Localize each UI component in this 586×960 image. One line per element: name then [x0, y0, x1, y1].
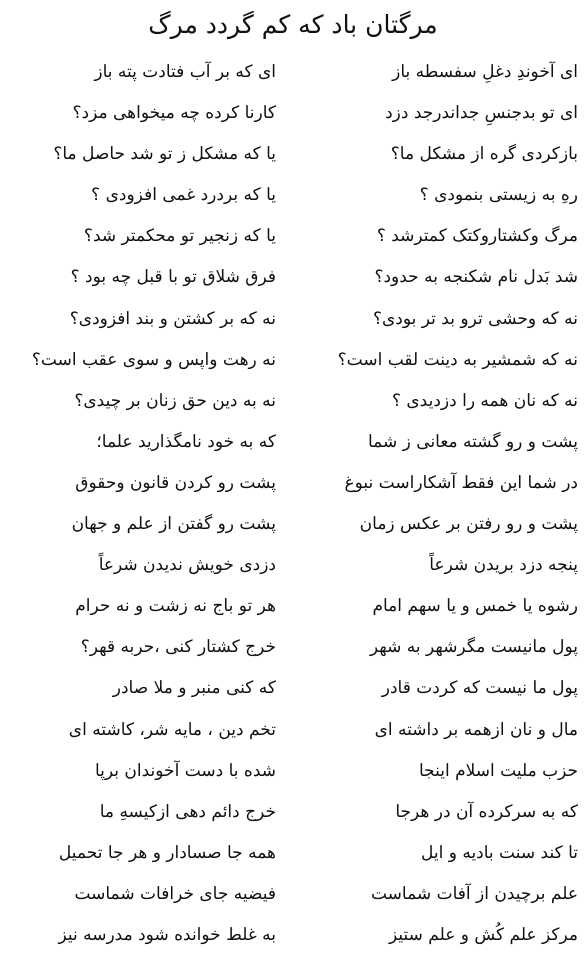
second-hemistich: که کنی منبر و ملا صادر: [112, 678, 276, 699]
poem-title: مرگتان باد که کم گردد مرگ: [148, 10, 438, 39]
first-hemistich: تا کند سنت بادیه و ایل: [420, 842, 578, 863]
second-hemistich: فرق شلاق تو با قبل چه بود ؟: [70, 267, 276, 288]
couplet-row: [0, 917, 586, 958]
second-hemistich: یا که بردرد غمی افزودی ؟: [91, 185, 276, 206]
couplet-row: [0, 712, 586, 753]
first-hemistich: در شما این فقط آشکاراست نبوغ: [344, 472, 578, 493]
second-hemistich: شده با دست آخوندان برپا: [94, 760, 276, 781]
couplet-row: [0, 506, 586, 547]
second-hemistich: دزدی خویش ندیدن شرعاً: [98, 555, 276, 576]
couplet-row: [0, 547, 586, 588]
second-hemistich: تخم دین ، مایه شر، کاشته ای: [68, 719, 276, 740]
second-hemistich: خرج دائم دهی ازکیسهِ ما: [99, 801, 276, 822]
first-hemistich: پنجه دزد بریدن شرعاً: [429, 555, 578, 576]
second-hemistich: فیضیه جای خرافات شماست: [74, 883, 276, 904]
first-hemistich: رهِ به زیستی بنمودی ؟: [419, 185, 578, 206]
couplet-row: [0, 753, 586, 794]
first-hemistich: مال و نان ازهمه بر داشته ای: [374, 719, 578, 740]
first-hemistich: نه که وحشی ترو بد تر بودی؟: [372, 308, 578, 329]
couplet-row: [0, 588, 586, 629]
second-hemistich: نه رهت واپس و سوی عقب است؟: [31, 349, 276, 370]
second-hemistich: ای که بر آب فتادت پته باز: [94, 62, 276, 82]
second-hemistich: که به خود نامگذارید علما؛: [96, 431, 276, 452]
couplet-row: [0, 876, 586, 917]
first-hemistich: حزب ملیت اسلام اینجا: [418, 760, 578, 781]
couplet-row: [0, 424, 586, 465]
first-hemistich: نه که نان همه را دزدیدی ؟: [391, 390, 578, 411]
couplet-row: [0, 301, 586, 342]
couplet-row: [0, 383, 586, 424]
couplet-row: [0, 177, 586, 218]
second-hemistich: همه جا صسادار و هر جا تحمیل: [58, 842, 276, 863]
couplet-row: [0, 136, 586, 177]
second-hemistich: به غلط خوانده شود مدرسه نیز: [58, 924, 276, 945]
first-hemistich: که به سرکرده آن در هرجا: [395, 801, 578, 822]
first-hemistich: ای تو بدجنسِ جداندرجد دزد: [385, 103, 578, 124]
first-hemistich: شد بَدل نام شکنجه به حدود؟: [374, 267, 578, 288]
second-hemistich: پشت رو کردن قانون وحقوق: [75, 472, 276, 493]
first-hemistich: پول مانیست مگرشهر به شهر: [369, 637, 578, 658]
second-hemistich: خرج کشتار کنی ،حربه قهر؟: [80, 637, 276, 658]
couplet-row: [0, 794, 586, 835]
first-hemistich: بازکردی گره از مشکل ما؟: [390, 144, 578, 165]
second-hemistich: یا که زنجیر تو محکمتر شد؟: [83, 226, 276, 247]
couplet-row: [0, 54, 586, 95]
second-hemistich: نه به دین حق زنان بر چیدی؟: [74, 390, 276, 411]
second-hemistich: کارنا کرده چه میخواهی مزد؟: [72, 103, 276, 124]
first-hemistich: نه که شمشیر به دینت لقب است؟: [337, 349, 578, 370]
first-hemistich: رشوه یا خمس و یا سهم امام: [372, 596, 578, 617]
first-hemistich: ای آخوندِ دغلِ سفسطه باز: [392, 62, 578, 82]
first-hemistich: مرگ وکشتاروکتک کمترشد ؟: [376, 226, 578, 247]
first-hemistich: پول ما نیست که کردت قادر: [381, 678, 578, 699]
couplet-row: [0, 465, 586, 506]
second-hemistich: نه که بر کشتن و بند افزودی؟: [69, 308, 276, 329]
couplet-row: [0, 342, 586, 383]
first-hemistich: پشت و رو رفتن بر عکس زمان: [359, 514, 578, 535]
couplet-row: [0, 218, 586, 259]
second-hemistich: یا که مشکل ز تو شد حاصل ما؟: [53, 144, 276, 165]
second-hemistich: پشت رو گفتن از علم و جهان: [71, 514, 276, 535]
first-hemistich: پشت و رو گشته معانی ز شما: [368, 431, 578, 452]
second-hemistich: هر تو باج نه زشت و نه حرام: [75, 596, 276, 617]
couplet-row: [0, 95, 586, 136]
first-hemistich: مرکز علم کُش و علم ستیز: [388, 924, 578, 945]
couplet-row: [0, 629, 586, 670]
couplet-row: [0, 670, 586, 711]
first-hemistich: علم برچیدن از آفات شماست: [370, 883, 578, 904]
couplet-row: [0, 835, 586, 876]
couplet-row: [0, 259, 586, 300]
couplet-list: [0, 54, 586, 958]
